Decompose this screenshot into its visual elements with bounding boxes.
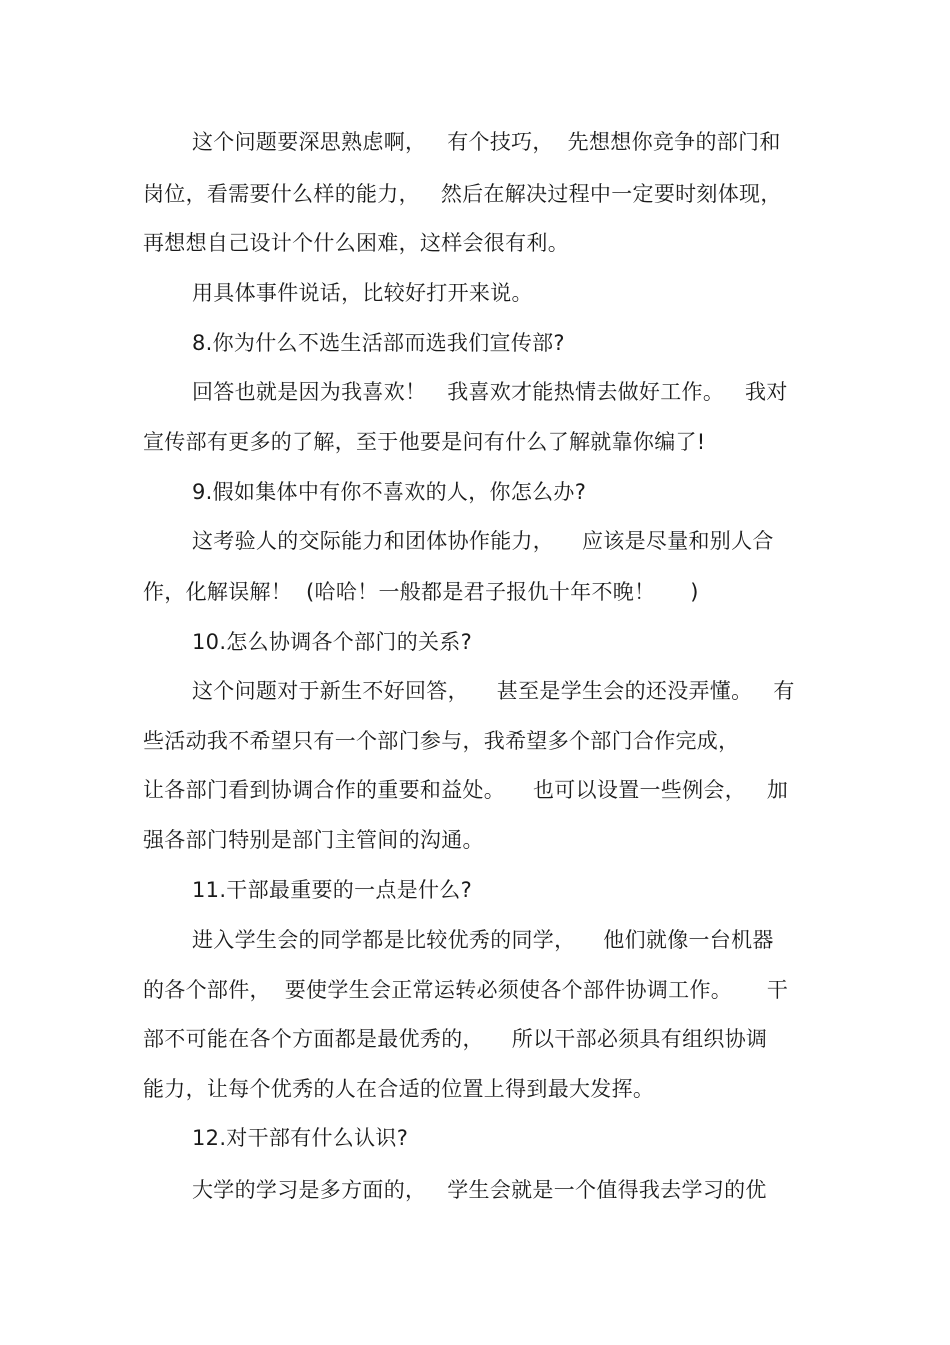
question-heading: 10.怎么协调各个部门的关系? (192, 630, 473, 654)
text-line: 进入学生会的同学都是比较优秀的同学， 他们就像一台机器 (192, 928, 774, 952)
text-line: 岗位，看需要什么样的能力， 然后在解决过程中一定要时刻体现， (143, 182, 782, 206)
text-line: 大学的学习是多方面的， 学生会就是一个值得我去学习的优 (192, 1178, 767, 1202)
text-line: 些活动我不希望只有一个部门参与，我希望多个部门合作完成， (143, 729, 740, 753)
question-heading: 12.对干部有什么认识? (192, 1126, 409, 1150)
question-heading: 11.干部最重要的一点是什么? (192, 878, 473, 902)
text-line: 作，化解误解！ (哈哈！一般都是君子报仇十年不晚！ ) (143, 580, 699, 604)
text-line: 这个问题要深思熟虑啊， 有个技巧， 先想想你竞争的部门和 (192, 130, 781, 154)
question-heading: 8.你为什么不选生活部而选我们宣传部? (192, 331, 565, 355)
text-line: 部不可能在各个方面都是最优秀的， 所以干部必须具有组织协调 (143, 1027, 768, 1051)
text-line: 用具体事件说话，比较好打开来说。 (192, 281, 533, 305)
text-line: 让各部门看到协调合作的重要和益处。 也可以设置一些例会， 加 (143, 778, 789, 802)
text-line: 强各部门特别是部门主管间的沟通。 (143, 828, 484, 852)
text-line: 这考验人的交际能力和团体协作能力， 应该是尽量和别人合 (192, 529, 774, 553)
text-line: 这个问题对于新生不好回答， 甚至是学生会的还没弄懂。 有 (192, 679, 795, 703)
question-heading: 9.假如集体中有你不喜欢的人，你怎么办? (192, 480, 587, 504)
text-line: 宣传部有更多的了解，至于他要是问有什么了解就靠你编了! (143, 430, 706, 454)
text-line: 能力，让每个优秀的人在合适的位置上得到最大发挥。 (143, 1077, 655, 1101)
text-line: 再想想自己设计个什么困难，这样会很有利。 (143, 231, 569, 255)
text-line: 的各个部件， 要使学生会正常运转必须使各个部件协调工作。 干 (143, 978, 789, 1002)
text-line: 回答也就是因为我喜欢！ 我喜欢才能热情去做好工作。 我对 (192, 380, 788, 404)
